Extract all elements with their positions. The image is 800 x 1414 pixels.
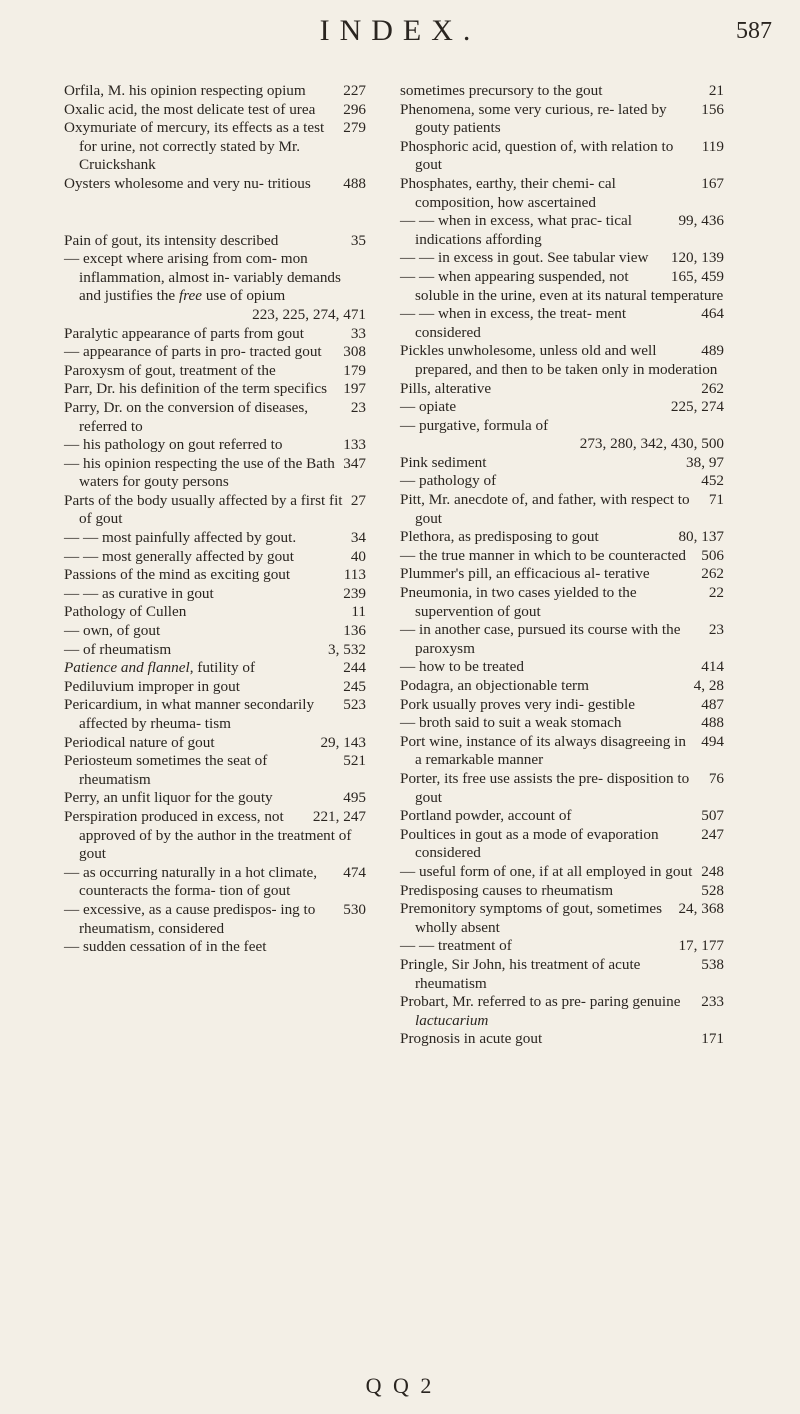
index-entry-pages: 120, 139 xyxy=(670,249,724,267)
index-entry xyxy=(400,398,724,417)
index-entry-pages: 27 xyxy=(350,491,366,509)
index-entry xyxy=(400,937,724,956)
index-entry xyxy=(64,232,366,251)
index-entry xyxy=(400,101,724,138)
index-entry-text: — except where arising from com- mon inflammation, almost in- variably demands and justifies the free use of opium xyxy=(64,250,341,305)
index-entry-text: Oysters wholesome and very nu- tritious xyxy=(64,174,311,192)
index-entry-pages: 17, 177 xyxy=(678,937,724,955)
index-entry xyxy=(64,622,366,641)
index-entry-pages: 521 xyxy=(343,752,366,770)
index-entry-pages: 165, 459 xyxy=(670,267,724,285)
index-entry-pages: 538 xyxy=(701,955,724,973)
index-entry-pages: 33 xyxy=(350,324,366,342)
index-entry-text: — — treatment of xyxy=(400,937,512,955)
index-entry-text: Orfila, M. his opinion respecting opium xyxy=(64,82,306,99)
index-entry-pages: 452 xyxy=(701,472,724,490)
index-entry-pages: 3, 532 xyxy=(328,640,366,658)
index-entry-pages: 528 xyxy=(701,881,724,899)
index-entry-text: Periodical nature of gout xyxy=(64,733,215,751)
index-entry xyxy=(64,901,366,938)
index-entry-text: Pericardium, in what manner secondarily affected by rheuma- tism xyxy=(64,696,315,732)
index-entry xyxy=(64,380,366,399)
index-entry-pages: 414 xyxy=(701,658,724,676)
index-entry xyxy=(400,1030,724,1049)
index-entry-text: Pneumonia, in two cases yielded to the supervention of gout xyxy=(400,584,637,620)
index-entry xyxy=(400,138,724,175)
index-entry-text: Pediluvium improper in gout xyxy=(64,677,240,695)
index-entry xyxy=(400,733,724,770)
index-entry-pages: 488 xyxy=(343,174,366,192)
index-entry-text: Parry, Dr. on the conversion of diseases, referred to xyxy=(64,398,309,435)
index-entry-pages: 233 xyxy=(701,993,724,1011)
index-entry-pages: 523 xyxy=(343,696,366,714)
index-entry-pages: 197 xyxy=(343,380,366,398)
index-entry xyxy=(64,325,366,344)
index-entry-text: — sudden cessation of in the feet xyxy=(64,938,267,956)
index-entry-pages: 80, 137 xyxy=(678,528,724,546)
index-entry xyxy=(400,212,724,249)
index-entry-text: Phenomena, some very curious, re- lated by gouty patients xyxy=(400,100,667,137)
index-entry-text: — pathology of xyxy=(400,472,497,490)
index-entry-text: Prognosis in acute gout xyxy=(400,1030,543,1048)
index-entry-text: — appearance of parts in pro- tracted gout xyxy=(64,343,322,361)
index-entry-pages: 24, 368 xyxy=(678,900,724,918)
index-entry-text: — how to be treated xyxy=(400,658,524,676)
index-entry xyxy=(400,380,724,399)
index-entry-text: Plethora, as predisposing to gout xyxy=(400,528,599,546)
index-entry-text: Pink sediment xyxy=(400,453,487,471)
index-entry-text: — the true manner in which to be counteracted xyxy=(400,546,686,564)
running-title: INDEX. xyxy=(319,14,481,47)
index-entry xyxy=(400,807,724,826)
index-entry-pages: 245 xyxy=(343,677,366,695)
index-entry-pages: 296 xyxy=(343,100,366,118)
index-entry-text: Port wine, instance of its always disagreeing in a remarkable manner xyxy=(400,732,686,769)
index-entry xyxy=(400,342,724,379)
index-entry xyxy=(64,659,366,678)
index-entry xyxy=(64,399,366,436)
index-entry-text: Pickles unwholesome, unless old and well prepared, and then to be taken only in moderation xyxy=(400,342,718,378)
index-entry xyxy=(400,417,724,454)
index-entry xyxy=(64,864,366,901)
index-entry-pages: 171 xyxy=(701,1030,724,1048)
index-entry xyxy=(400,472,724,491)
index-entry-pages: 133 xyxy=(343,436,366,454)
index-entry-pages: 29, 143 xyxy=(320,733,366,751)
index-entry xyxy=(400,584,724,621)
index-entry-text: — — most generally affected by gout xyxy=(64,547,294,565)
index-entry-pages: 4, 28 xyxy=(693,677,724,694)
index-entry-text: Pills, alterative xyxy=(400,379,492,397)
index-entry xyxy=(400,900,724,937)
index-entry xyxy=(64,436,366,455)
index-entry-pages: 40 xyxy=(350,547,366,565)
index-entry-text: Pitt, Mr. anecdote of, and father, with respect to gout xyxy=(400,491,690,527)
index-entry-pages: 34 xyxy=(350,529,366,547)
index-entry-text: Paralytic appearance of parts from gout xyxy=(64,324,304,342)
index-entry-pages: 156 xyxy=(701,100,724,118)
index-entry-text: — his opinion respecting the use of the Bath waters for gouty persons xyxy=(64,454,335,491)
index-entry-text: Perry, an unfit liquor for the gouty xyxy=(64,789,273,807)
index-entry-text: — — in excess in gout. See tabular view xyxy=(400,249,649,267)
index-entry-text: — purgative, formula of xyxy=(400,416,549,434)
index-entry xyxy=(64,752,366,789)
index-entry xyxy=(400,882,724,901)
index-entry xyxy=(64,82,366,101)
index-entry-pages: 23 xyxy=(708,621,724,639)
index-entry-pages: 273, 280, 342, 430, 500 xyxy=(579,435,724,453)
index-entry xyxy=(400,249,724,268)
index-entry-pages: 494 xyxy=(701,732,724,750)
index-entry-text: — excessive, as a cause predispos- ing to rheumatism, considered xyxy=(64,900,316,937)
index-entry-text: Oxalic acid, the most delicate test of urea xyxy=(64,100,316,118)
index-entry xyxy=(400,677,724,696)
index-entry-text: — of rheumatism xyxy=(64,640,172,658)
index-entry xyxy=(400,565,724,584)
index-entry xyxy=(64,492,366,529)
index-entry-text: — his pathology on gout referred to xyxy=(64,436,283,454)
index-entry xyxy=(400,305,724,342)
index-entry xyxy=(400,956,724,993)
index-entry-pages: 119 xyxy=(701,137,724,155)
index-entry-pages: 487 xyxy=(701,695,724,713)
index-entry xyxy=(64,455,366,492)
index-entry-text: — — when in excess, the treat- ment considered xyxy=(400,305,627,341)
index-entry-text: Parts of the body usually affected by a first fit of gout xyxy=(64,491,343,528)
index-entry-text: Porter, its free use assists the pre- disposition to gout xyxy=(400,769,690,806)
index-entry-text: Phosphoric acid, question of, with relation to gout xyxy=(400,137,674,174)
index-entry xyxy=(400,826,724,863)
index-entry xyxy=(64,548,366,567)
index-entry-text: — opiate xyxy=(400,398,457,416)
index-entry-pages: 99, 436 xyxy=(678,212,724,230)
index-entry-pages: 136 xyxy=(343,622,366,640)
index-entry-text: — in another case, pursued its course with the paroxysm xyxy=(400,621,681,657)
index-entry-pages: 221, 247 xyxy=(312,807,366,825)
index-entry xyxy=(64,678,366,697)
index-entry-pages: 247 xyxy=(701,825,724,843)
index-entry-text: — — when appearing suspended, not soluble in the urine, even at its natural temperature xyxy=(400,267,724,304)
index-entry-pages: 488 xyxy=(701,714,724,732)
index-entry xyxy=(400,268,724,305)
index-entry-pages: 248 xyxy=(701,862,724,880)
page-header xyxy=(0,14,800,56)
index-entry-text: — — as curative in gout xyxy=(64,584,214,602)
index-entry-text: Parr, Dr. his definition of the term specifics xyxy=(64,380,327,398)
index-entry xyxy=(64,603,366,622)
index-entry-pages: 35 xyxy=(350,231,366,249)
index-entry xyxy=(64,566,366,585)
index-entry-text: Pain of gout, its intensity described xyxy=(64,231,279,249)
index-entry xyxy=(64,696,366,733)
index-entry xyxy=(400,547,724,566)
index-entry-pages: 308 xyxy=(343,343,366,361)
index-entry-pages: 22 xyxy=(708,584,724,602)
index-entry-pages: 507 xyxy=(701,807,724,825)
page-number: 587 xyxy=(736,18,772,44)
index-column-right xyxy=(400,82,724,1049)
index-entry-text: Predisposing causes to rheumatism xyxy=(400,881,614,899)
index-entry xyxy=(64,641,366,660)
index-entry-text: Podagra, an objectionable term xyxy=(400,677,589,694)
index-entry-pages: 21 xyxy=(708,82,724,99)
index-entry-text: Pathology of Cullen xyxy=(64,603,187,621)
index-entry-text: — broth said to suit a weak stomach xyxy=(400,714,622,732)
index-entry-pages: 530 xyxy=(343,900,366,918)
index-entry-pages: 11 xyxy=(351,603,366,621)
index-entry-pages: 495 xyxy=(343,789,366,807)
index-entry-text: Paroxysm of gout, treatment of the xyxy=(64,361,276,379)
index-entry-pages: 474 xyxy=(343,863,366,881)
index-entry xyxy=(400,175,724,212)
index-entry-pages: 489 xyxy=(701,342,724,360)
index-entry xyxy=(64,101,366,120)
index-entry-pages: 71 xyxy=(708,491,724,509)
index-entry xyxy=(64,119,366,175)
index-entry-text: Pork usually proves very indi- gestible xyxy=(400,695,635,713)
index-entry-text: — own, of gout xyxy=(64,622,161,640)
index-entry-text: Passions of the mind as exciting gout xyxy=(64,566,291,584)
index-entry-text: sometimes precursory to the gout xyxy=(400,82,603,99)
index-entry-pages: 167 xyxy=(701,174,724,192)
index-entry xyxy=(400,696,724,715)
index-entry xyxy=(64,808,366,864)
index-entry-text: Premonitory symptoms of gout, sometimes wholly absent xyxy=(400,900,662,936)
index-entry-text: Perspiration produced in excess, not approved of by the author in the treatment of gout xyxy=(64,807,352,863)
index-entry-pages: 223, 225, 274, 471 xyxy=(252,305,366,323)
index-entry xyxy=(64,362,366,381)
index-entry xyxy=(64,585,366,604)
index-entry-text: Probart, Mr. referred to as pre- paring genuine lactucarium xyxy=(400,993,681,1029)
index-entry xyxy=(64,938,366,957)
index-entry-pages: 227 xyxy=(343,82,366,99)
index-entry-pages: 279 xyxy=(343,119,366,137)
index-column-left xyxy=(64,82,366,957)
index-entry xyxy=(64,343,366,362)
index-entry-pages: 262 xyxy=(701,565,724,583)
index-entry-text: Portland powder, account of xyxy=(400,807,572,825)
index-entry-text: Periosteum sometimes the seat of rheumatism xyxy=(64,752,268,788)
index-entry-pages: 23 xyxy=(350,398,366,416)
index-entry xyxy=(64,789,366,808)
index-entry-text: — — when in excess, what prac- tical indications affording xyxy=(400,212,632,248)
index-entry xyxy=(400,714,724,733)
index-entry-text: Plummer's pill, an efficacious al- terative xyxy=(400,565,650,583)
index-entry xyxy=(64,175,366,194)
index-entry-text: Pringle, Sir John, his treatment of acute rheumatism xyxy=(400,955,641,992)
index-entry xyxy=(400,993,724,1030)
index-entry-text: — as occurring naturally in a hot climate, counteracts the forma- tion of gout xyxy=(64,863,318,900)
index-entry-pages: 113 xyxy=(343,566,366,584)
index-entry-pages: 76 xyxy=(708,769,724,787)
index-entry xyxy=(400,863,724,882)
index-entry-pages: 244 xyxy=(343,659,366,677)
index-entry xyxy=(400,491,724,528)
index-entry-text: Patience and flannel, futility of xyxy=(64,659,256,677)
index-entry-text: Poultices in gout as a mode of evaporation considered xyxy=(400,825,659,862)
index-entry-text: Phosphates, earthy, their chemi- cal composition, how ascertained xyxy=(400,174,616,211)
index-entry-pages: 38, 97 xyxy=(686,453,724,471)
index-entry-pages: 347 xyxy=(343,454,366,472)
index-entry xyxy=(400,658,724,677)
index-entry-text: — — most painfully affected by gout. xyxy=(64,529,297,547)
index-entry-pages: 262 xyxy=(701,379,724,397)
index-entry-pages: 506 xyxy=(701,546,724,564)
index-entry xyxy=(400,82,724,101)
signature-mark: Q Q 2 xyxy=(365,1373,435,1398)
index-entry-pages: 179 xyxy=(343,361,366,379)
index-entry-text: Oxymuriate of mercury, its effects as a test for urine, not correctly stated by Mr. Cruickshank xyxy=(64,119,325,174)
index-entry-pages: 239 xyxy=(343,584,366,602)
index-entry-pages: 225, 274 xyxy=(670,398,724,416)
index-entry-pages: 464 xyxy=(701,305,724,323)
index-entry xyxy=(400,454,724,473)
index-entry xyxy=(400,770,724,807)
index-entry xyxy=(400,621,724,658)
index-entry xyxy=(64,250,366,324)
index-entry xyxy=(64,529,366,548)
index-entry-text: — useful form of one, if at all employed in gout xyxy=(400,862,693,880)
index-entry xyxy=(400,528,724,547)
index-entry xyxy=(64,734,366,753)
